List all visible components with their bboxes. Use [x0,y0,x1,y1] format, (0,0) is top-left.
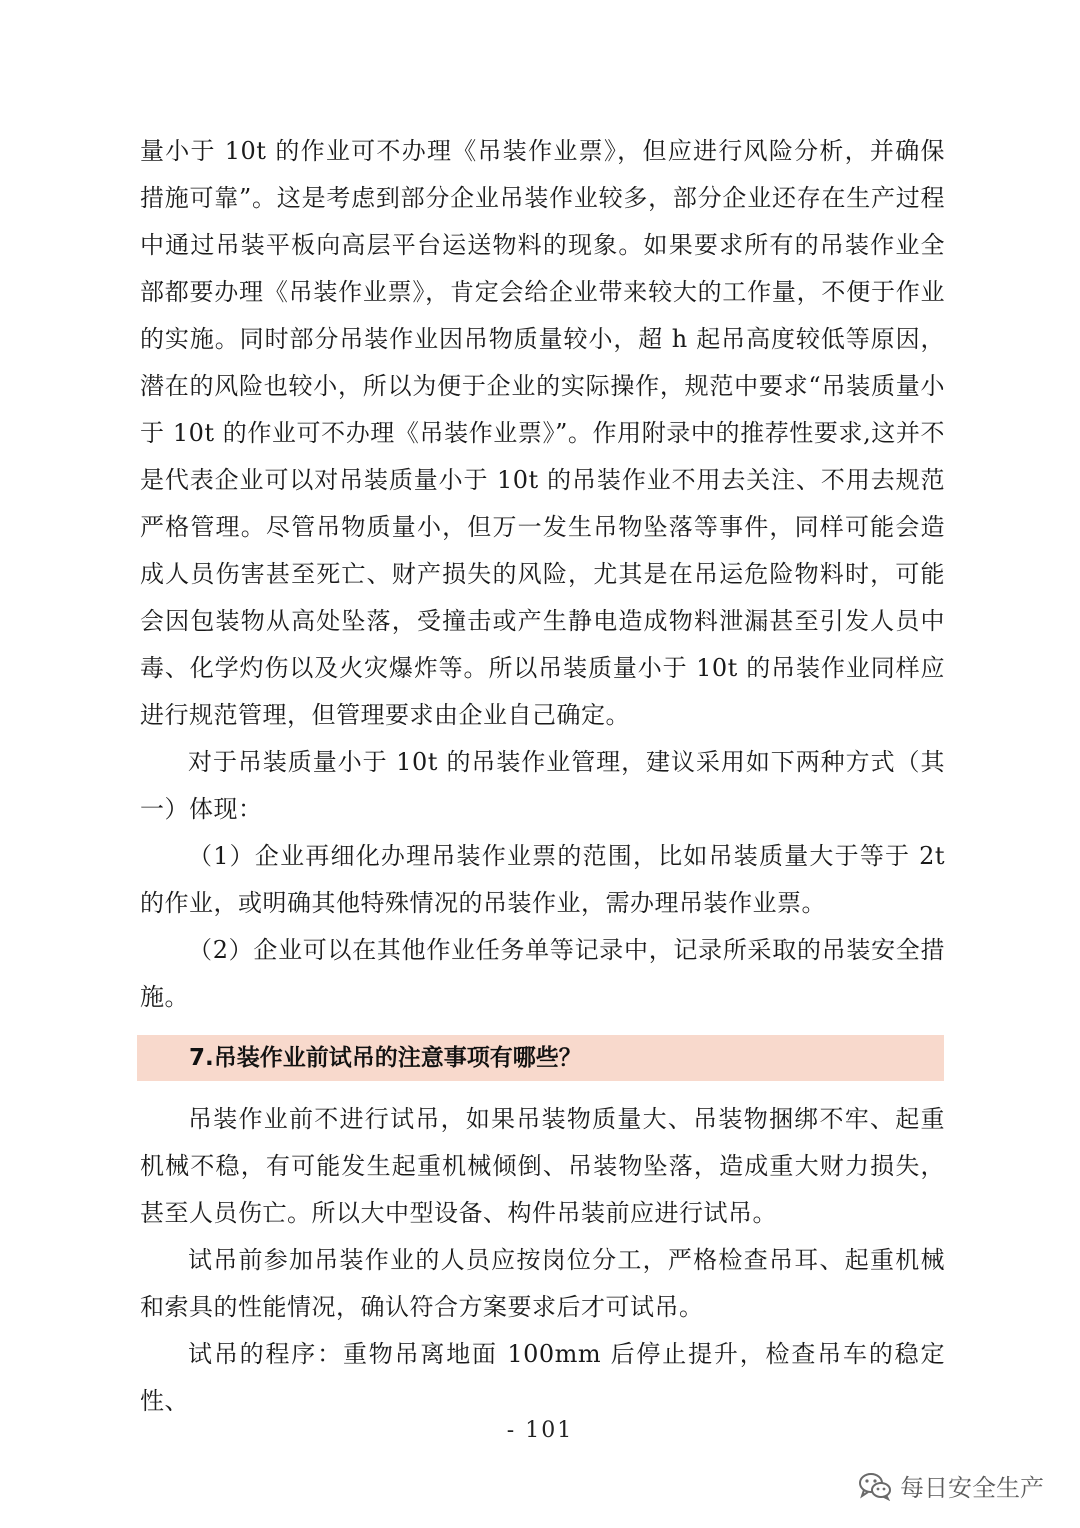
paragraph-trial-lift-check: 试吊前参加吊装作业的人员应按岗位分工，严格检查吊耳、起重机械和索具的性能情况，确认符合方案要求后才可试吊。 [140,1246,945,1321]
section-heading: 7.吊装作业前试吊的注意事项有哪些？ [189,1045,582,1071]
page-number: - 101 [506,1418,574,1443]
watermark-text: 每日安全生产 [900,1474,1044,1502]
body-block-1 [140,128,945,1021]
paragraph-item-1: （1）企业再细化办理吊装作业票的范围，比如吊装质量大于等于 2t 的作业，或明确其他特殊情况的吊装作业，需办理吊装作业票。 [140,842,945,917]
wechat-icon [858,1471,892,1501]
paragraph-trial-lift-procedure: 试吊的程序：重物吊离地面 100mm 后停止提升，检查吊车的稳定性、 [140,1340,945,1415]
watermark [858,1468,1044,1503]
section-heading-bar [137,1035,944,1081]
paragraph-recommendation: 对于吊装质量小于 10t 的吊装作业管理，建议采用如下两种方式（其一）体现： [140,748,945,823]
paragraph-trial-lift-reason: 吊装作业前不进行试吊，如果吊装物质量大、吊装物捆绑不牢、起重机械不稳，有可能发生起重机械倾倒、吊装物坠落，造成重大财力损失，甚至人员伤亡。所以大中型设备、构件吊装前应进行试吊。 [140,1105,945,1227]
body-block-2 [140,1096,945,1425]
paragraph-continuation: 量小于 10t 的作业可不办理《吊装作业票》，但应进行风险分析，并确保措施可靠”。这是考虑到部分企业吊装作业较多，部分企业还存在生产过程中通过吊装平板向高层平台运送物料的现象。如果要求所有的吊装作业全部都要办理《吊装作业票》，肯定会给企业带来较大的工作量，不便于作业的实施。同时部分吊装作业因吊物质量较小，超 h 起吊高度较低等原因，潜在的风险也较小，所以为便于企业的实际操作，规范中要求“吊装质量小于 10t 的作业可不办理《吊装作业票》”。作用附录中的推荐性要求,这并不是代表企业可以对吊装质量小于 10t 的吊装作业不用去关注、不用去规范严格管理。尽管吊物质量小，但万一发生吊物坠落等事件，同样可能会造成人员伤害甚至死亡、财产损失的风险，尤其是在吊运危险物料时，可能会因包装物从高处坠落，受撞击或产生静电造成物料泄漏甚至引发人员中毒、化学灼伤以及火灾爆炸等。所以吊装质量小于 10t 的吊装作业同样应进行规范管理，但管理要求由企业自己确定。 [140,137,945,729]
paragraph-item-2: （2）企业可以在其他作业任务单等记录中，记录所采取的吊装安全措施。 [140,936,945,1011]
